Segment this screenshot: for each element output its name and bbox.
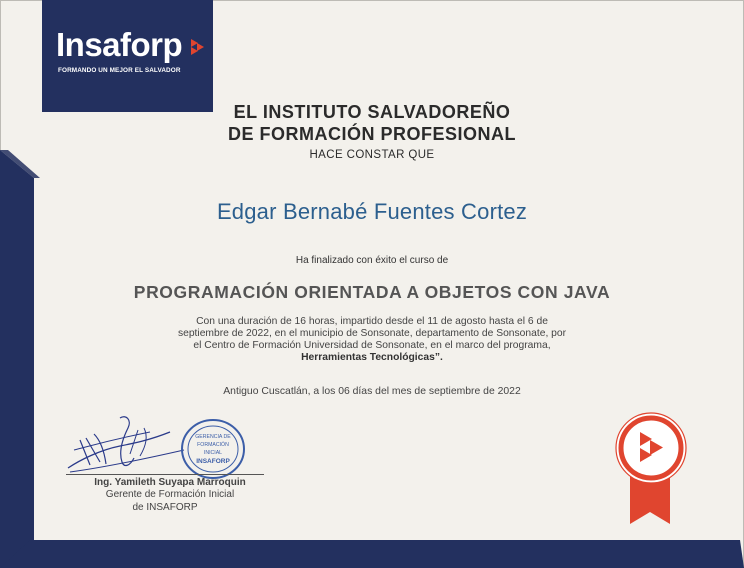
recipient-name: Edgar Bernabé Fuentes Cortez: [216, 199, 528, 224]
institute-title-line2: DE FORMACIÓN PROFESIONAL: [227, 124, 516, 144]
institute-title-line1: EL INSTITUTO SALVADOREÑO: [233, 102, 511, 122]
handwritten-signature: [60, 410, 190, 480]
course-intro: Ha finalizado con éxito el curso de: [295, 255, 449, 266]
signatory-organization: de INSAFORP: [132, 502, 198, 513]
course-description: [150, 316, 594, 364]
signatory-name: Ing. Yamileth Suyapa Marroquin: [94, 477, 246, 488]
logo-wordmark: Insaforp: [56, 26, 183, 63]
description-line-3: el Centro de Formación Universidad de Sonsonate, en el marco del programa,: [193, 340, 551, 351]
logo-arrows-icon: [191, 39, 205, 55]
insaforp-seal-ribbon: [612, 412, 692, 526]
stamp-line-1: GERENCIA DE: [195, 434, 231, 440]
course-title: PROGRAMACIÓN ORIENTADA A OBJETOS CON JAVA: [133, 282, 611, 302]
stamp-line-2: FORMACIÓN: [197, 442, 229, 448]
logo-tagline: FORMANDO UN MEJOR EL SALVADOR: [58, 67, 181, 74]
issue-place-date: Antiguo Cuscatlán, a los 06 días del mes de septiembre de 2022: [223, 386, 521, 397]
description-line-1: Con una duración de 16 horas, impartido desde el 11 de agosto hasta el 6 de: [196, 316, 548, 327]
certifies-that: HACE CONSTAR QUE: [309, 149, 435, 161]
stamp-line-3: INICIAL: [203, 450, 223, 456]
stamp-line-4: INSAFORP: [196, 458, 230, 465]
program-name: Herramientas Tecnológicas”.: [301, 352, 443, 363]
signature-line: [66, 474, 264, 475]
description-line-2: septiembre de 2022, en el municipio de Sonsonate, departamento de Sonsonate, por: [177, 328, 567, 339]
official-stamp: [180, 418, 246, 480]
signatory-role: Gerente de Formación Inicial: [105, 489, 235, 500]
